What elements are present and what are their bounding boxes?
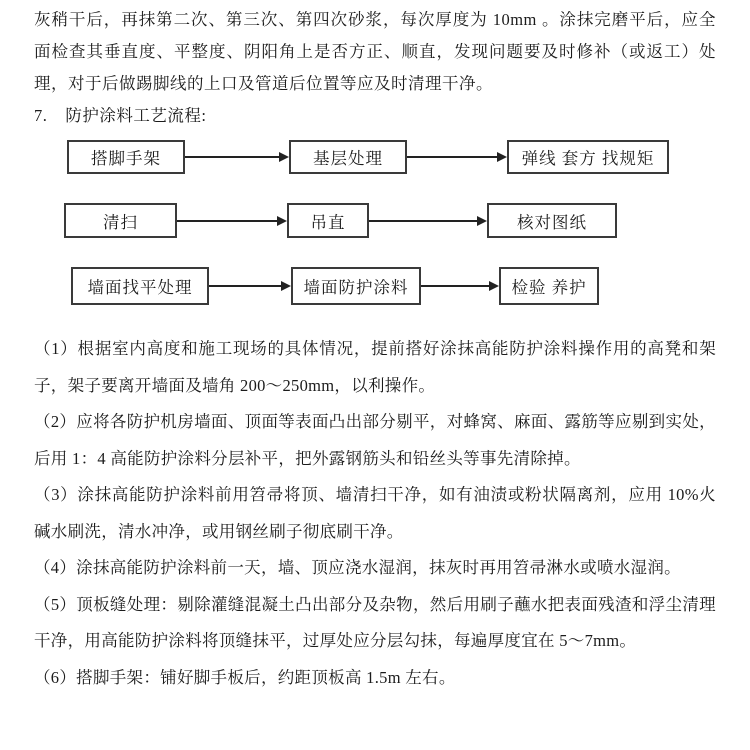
paragraph-6: （6）搭脚手架：铺好脚手板后，约距顶板高 1.5m 左右。 <box>34 667 456 687</box>
section-heading <box>34 100 716 132</box>
paragraph-2: （2）应将各防护机房墙面、顶面等表面凸出部分剔平，对蜂窝、麻面、露筋等应剔到实处，后用 1：4 高能防护涂料分层补平，把外露钢筋头和铅丝头等事先清除掉。 <box>34 412 716 468</box>
flow-step-plumb: 吊直 <box>287 203 369 238</box>
arrow-right-icon <box>185 151 289 163</box>
process-flowchart <box>34 140 716 305</box>
flow-step-wall-coating: 墙面防护涂料 <box>291 267 421 305</box>
paragraph-1: （1）根据室内高度和施工现场的具体情况，提前搭好涂抹高能防护涂料操作用的高凳和架子，架子要离开墙面及墙角 200～250mm，以利操作。 <box>34 339 716 395</box>
arrow-right-icon <box>407 151 507 163</box>
flow-row-3 <box>34 267 716 305</box>
arrow-right-icon <box>421 280 499 292</box>
paragraph-5: （5）顶板缝处理：剔除灌缝混凝土凸出部分及杂物，然后用刷子蘸水把表面残渣和浮尘清理干净，用高能防护涂料将顶缝抹平，过厚处应分层勾抹，每遍厚度宜在 5～7mm。 <box>34 594 716 650</box>
flow-row-2 <box>34 203 716 238</box>
flow-step-snap-lines: 弹线 套方 找规矩 <box>507 140 669 174</box>
arrow-right-icon <box>177 215 287 227</box>
flow-step-inspection-curing: 检验 养护 <box>499 267 599 305</box>
arrow-right-icon <box>369 215 487 227</box>
flow-step-check-drawings: 核对图纸 <box>487 203 617 238</box>
section-number: 7. <box>34 106 48 125</box>
paragraph-4: （4）涂抹高能防护涂料前一天，墙、顶应浇水湿润，抹灰时再用笤帚淋水或喷水湿润。 <box>34 558 681 577</box>
flow-step-base-treatment: 基层处理 <box>289 140 407 174</box>
flow-step-cleaning: 清扫 <box>64 203 177 238</box>
arrow-right-icon <box>209 280 291 292</box>
intro-paragraph: 灰稍干后，再抹第二次、第三次、第四次砂浆，每次厚度为 10mm 。涂抹完磨平后，应全面检查其垂直度、平整度、阴阳角上是否方正、顺直，发现问题要及时修补（或返工）处理，对于后做踢脚线的上口及管道后位置等应及时清理干净。 <box>34 10 716 93</box>
flow-step-scaffolding: 搭脚手架 <box>67 140 185 174</box>
numbered-paragraphs <box>34 331 716 696</box>
section-title: 防护涂料工艺流程: <box>65 106 207 125</box>
paragraph-3: （3）涂抹高能防护涂料前用笤帚将顶、墙清扫干净，如有油渍或粉状隔离剂，应用 10%火碱水刷洗，清水冲净，或用钢丝刷子彻底刷干净。 <box>34 485 716 541</box>
flow-row-1 <box>34 140 716 174</box>
flow-step-wall-leveling: 墙面找平处理 <box>71 267 209 305</box>
